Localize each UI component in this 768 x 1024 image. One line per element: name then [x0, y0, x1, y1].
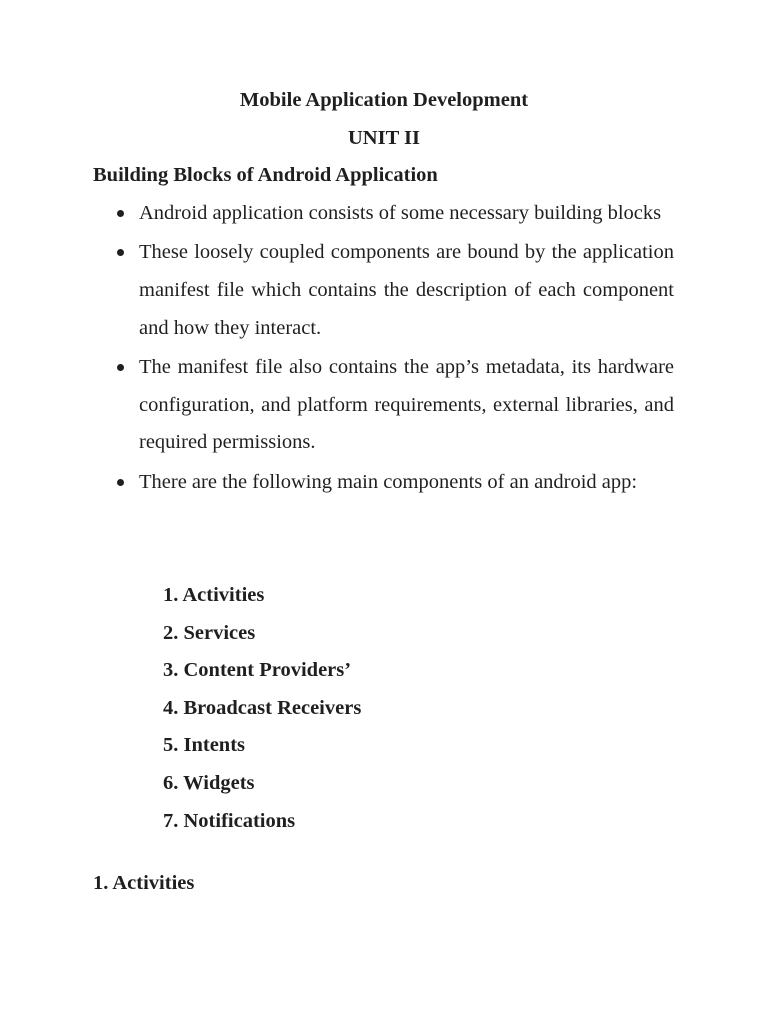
bullet-dot-icon [117, 210, 124, 217]
bullet-dot-icon [117, 249, 124, 256]
component-item: 2. Services [163, 621, 256, 644]
document-title: Mobile Application Development [239, 89, 529, 111]
section-heading: Building Blocks of Android Application [93, 164, 438, 186]
bullet-text: The manifest file also contains the app’s metadata, its hardware configuration, and platform requirements, external libraries, and required permissions. [139, 355, 674, 454]
component-item: 6. Widgets [163, 771, 255, 794]
component-item: 1. Activities [163, 584, 265, 606]
bullet-text: Android application consists of some necessary building blocks [139, 202, 662, 224]
component-item: 7. Notifications [163, 809, 296, 832]
bullet-item [139, 464, 674, 502]
bullet-item [139, 349, 674, 462]
component-item: 5. Intents [163, 734, 246, 757]
unit-label: UNIT II [348, 127, 420, 149]
component-item: 4. Broadcast Receivers [163, 696, 362, 719]
component-item: 3. Content Providers’ [163, 659, 352, 682]
component-list [163, 577, 361, 840]
bullet-item [139, 195, 674, 233]
bullet-text: There are the following main components of an android app: [139, 470, 638, 493]
subsection-heading: 1. Activities [93, 872, 195, 894]
bullet-dot-icon [117, 364, 124, 371]
bullet-text: These loosely coupled components are bound by the application manifest file which contains the description of each component and how they interact. [139, 241, 674, 339]
bullet-dot-icon [117, 479, 124, 486]
bullet-list [0, 195, 768, 503]
bullet-item [139, 234, 674, 347]
